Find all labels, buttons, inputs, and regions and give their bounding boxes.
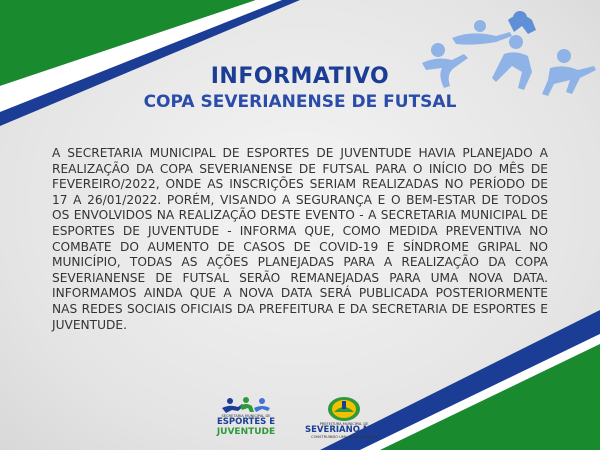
page-subtitle: COPA SEVERIANENSE DE FUTSAL (143, 92, 457, 112)
esportes-logo-line3: JUVENTUDE (216, 427, 276, 438)
esportes-logo-line2: ESPORTES E (216, 417, 276, 428)
title-block (0, 64, 600, 112)
page-title: INFORMATIVO (210, 64, 390, 89)
esportes-figures-icon (216, 396, 276, 414)
prefeitura-severiano-melo-logo (305, 396, 390, 448)
prefeitura-emblem-icon (326, 396, 362, 422)
prefeitura-logo-slogan: CONSTRUINDO UMA NOVA HISTÓRIA (311, 435, 377, 440)
prefeitura-logo-name: SEVERIANO MELO (305, 425, 390, 436)
esportes-juventude-logo (210, 396, 282, 448)
footer-logos (0, 396, 600, 450)
prefeitura-logo-small-text: PREFEITURA MUNICIPAL DE (319, 422, 369, 426)
announcement-text: A SECRETARIA MUNICIPAL DE ESPORTES DE JUVENTUDE HAVIA PLANEJADO A REALIZAÇÃO DA COPA SEVERIANENSE DE FUTSAL PARA O INÍCIO DO MÊS DE FEVEREIRO/2022, ONDE AS INSCRIÇÕES SERIAM REALIZADAS NO PERÍODO DE 17 A 26/01/2022. PORÉM, VISANDO A SEGURANÇA E O BEM-ESTAR DE TODOS OS ENVOLVIDOS NA REALIZAÇÃO DESTE EVENTO - A SECRETARIA MUNICIPAL DE ESPORTES DE JUVENTUDE - INFORMA QUE, COMO MEDIDA PREVENTIVA NO COMBATE DO AUMENTO DE CASOS DE COVID-19 E SÍNDROME GRIPAL NO MUNICÍPIO, TODAS AS AÇÕES PLANEJADAS PARA A REALIZAÇÃO DA COPA SEVERIANENSE DE FUTSAL SERÃO REMANEJADAS PARA UMA NOVA DATA. INFORMAMOS AINDA QUE A NOVA DATA SERÁ PUBLICADA POSTERIORMENTE NAS REDES SOCIAIS OFICIAIS DA PREFEITURA E DA SECRETARIA DE ESPORTES E JUVENTUDE. (52, 146, 548, 332)
esportes-logo-small-text: SECRETARIA MUNICIPAL DE (221, 414, 271, 418)
